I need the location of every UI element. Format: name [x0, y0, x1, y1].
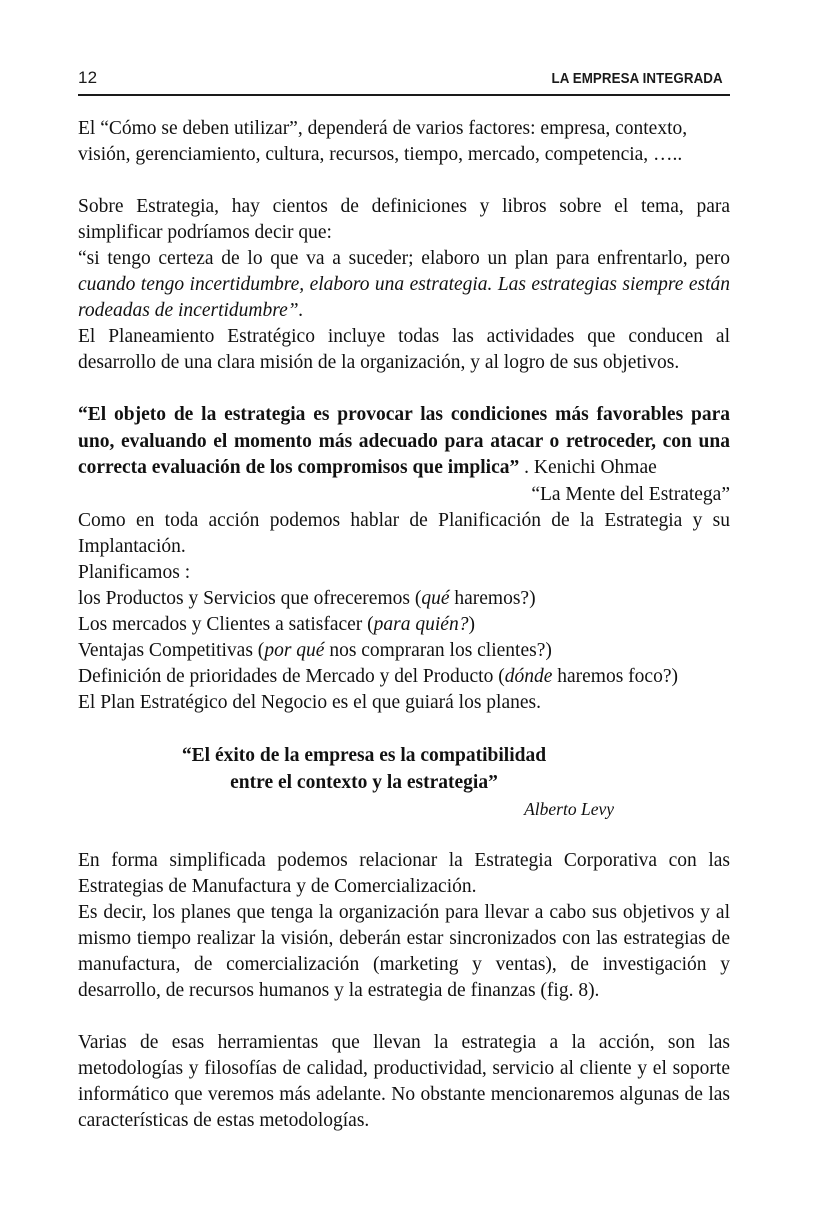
paragraph-planeamiento-estrategico: El Planeamiento Estratégico incluye todas las actividades que conducen al desarrollo de una clara misión de la organización, y al logro de sus objetivos.	[78, 326, 730, 373]
list-item	[78, 638, 730, 664]
list-item-emphasis: dónde	[504, 666, 553, 687]
paragraph-estrategia-corporativa: En forma simplificada podemos relacionar la Estrategia Corporativa con las Estrategias de Manufactura y de Comercialización.	[78, 850, 730, 897]
label-planificamos: Planificamos :	[78, 562, 191, 583]
paragraph-planes-sincronizados: Es decir, los planes que tenga la organización para llevar a cabo sus objetivos y al mismo tiempo realizar la visión, deberán estar sincronizados con las estrategias de manufactura, de comercialización (marketing y ventas), de investigación y desarrollo, de recursos humanos y la estrategia de finanzas (fig. 8).	[78, 902, 730, 1001]
pullquote-levy-line1: “El éxito de la empresa es la compatibilidad	[181, 745, 547, 766]
paragraph-intro-line1: El “Cómo se deben utilizar”, dependerá de varios factores: empresa, contexto,	[78, 118, 688, 139]
paragraph-planificacion-implantacion: Como en toda acción podemos hablar de Planificación de la Estrategia y su Implantación.	[78, 510, 730, 557]
list-item-text-before: los Productos y Servicios que ofreceremos (	[78, 588, 422, 609]
paragraph-estrategia-definiciones: Sobre Estrategia, hay cientos de definiciones y libros sobre el tema, para simplificar podríamos decir que:	[78, 196, 730, 243]
list-item-text-before: Ventajas Competitivas (	[78, 640, 265, 661]
list-item-text-after: )	[468, 614, 475, 635]
quote-italic-incertidumbre: cuando tengo incertidumbre, elaboro una estrategia. Las estrategias siempre están rodeadas de incertidumbre”.	[78, 274, 730, 321]
list-item	[78, 586, 730, 612]
paragraph-spacer	[78, 376, 730, 402]
paragraph-intro-line2: visión, gerenciamiento, cultura, recursos, tiempo, mercado, competencia, …..	[78, 144, 683, 165]
list-item	[78, 664, 730, 690]
quote-plain-open: “si tengo certeza de lo que va a suceder; elaboro un plan para enfrentarlo, pero	[78, 248, 730, 269]
paragraph-spacer	[78, 716, 730, 742]
list-item-text-after: haremos?)	[449, 588, 536, 609]
list-item-emphasis: qué	[421, 588, 450, 609]
list-item-text-after: haremos foco?)	[552, 666, 678, 687]
list-item-emphasis: para quién?	[373, 614, 469, 635]
body-text-column	[78, 116, 730, 1134]
paragraph-spacer	[78, 168, 730, 194]
list-item	[78, 612, 730, 638]
paragraph-quote-certeza	[78, 246, 730, 324]
paragraph-spacer	[78, 1004, 730, 1030]
running-head	[78, 68, 730, 96]
page-number: 12	[78, 68, 98, 87]
blockquote-ohmae-text: “El objeto de la estrategia es provocar las condiciones más favorables para uno, evaluando el momento más adecuado para atacar o retroceder, con una correcta evaluación de los compromisos que implica”	[78, 404, 730, 478]
pullquote-levy-author: Alberto Levy	[524, 799, 614, 819]
blockquote-ohmae-source: “La Mente del Estratega”	[531, 483, 730, 505]
pullquote-levy-line2: entre el contexto y la estrategia”	[230, 772, 498, 793]
blockquote-ohmae-author: . Kenichi Ohmae	[519, 457, 657, 478]
list-item-emphasis: por qué	[264, 640, 325, 661]
paragraph-spacer	[78, 822, 730, 848]
running-title: LA EMPRESA INTEGRADA	[551, 71, 723, 87]
line-plan-estrategico-negocio: El Plan Estratégico del Negocio es el que guiará los planes.	[78, 692, 541, 713]
list-item-text-after: nos compraran los clientes?)	[324, 640, 552, 661]
paragraph-herramientas-metodologias: Varias de esas herramientas que llevan la estrategia a la acción, son las metodologías y filosofías de calidad, productividad, servicio al cliente y el soporte informático que veremos más adelante. No obstante mencionaremos algunas de las características de estas metodologías.	[78, 1032, 730, 1131]
blockquote-ohmae	[78, 402, 730, 482]
list-item-text-before: Definición de prioridades de Mercado y del Producto (	[78, 666, 505, 687]
list-item-text-before: Los mercados y Clientes a satisfacer (	[78, 614, 374, 635]
